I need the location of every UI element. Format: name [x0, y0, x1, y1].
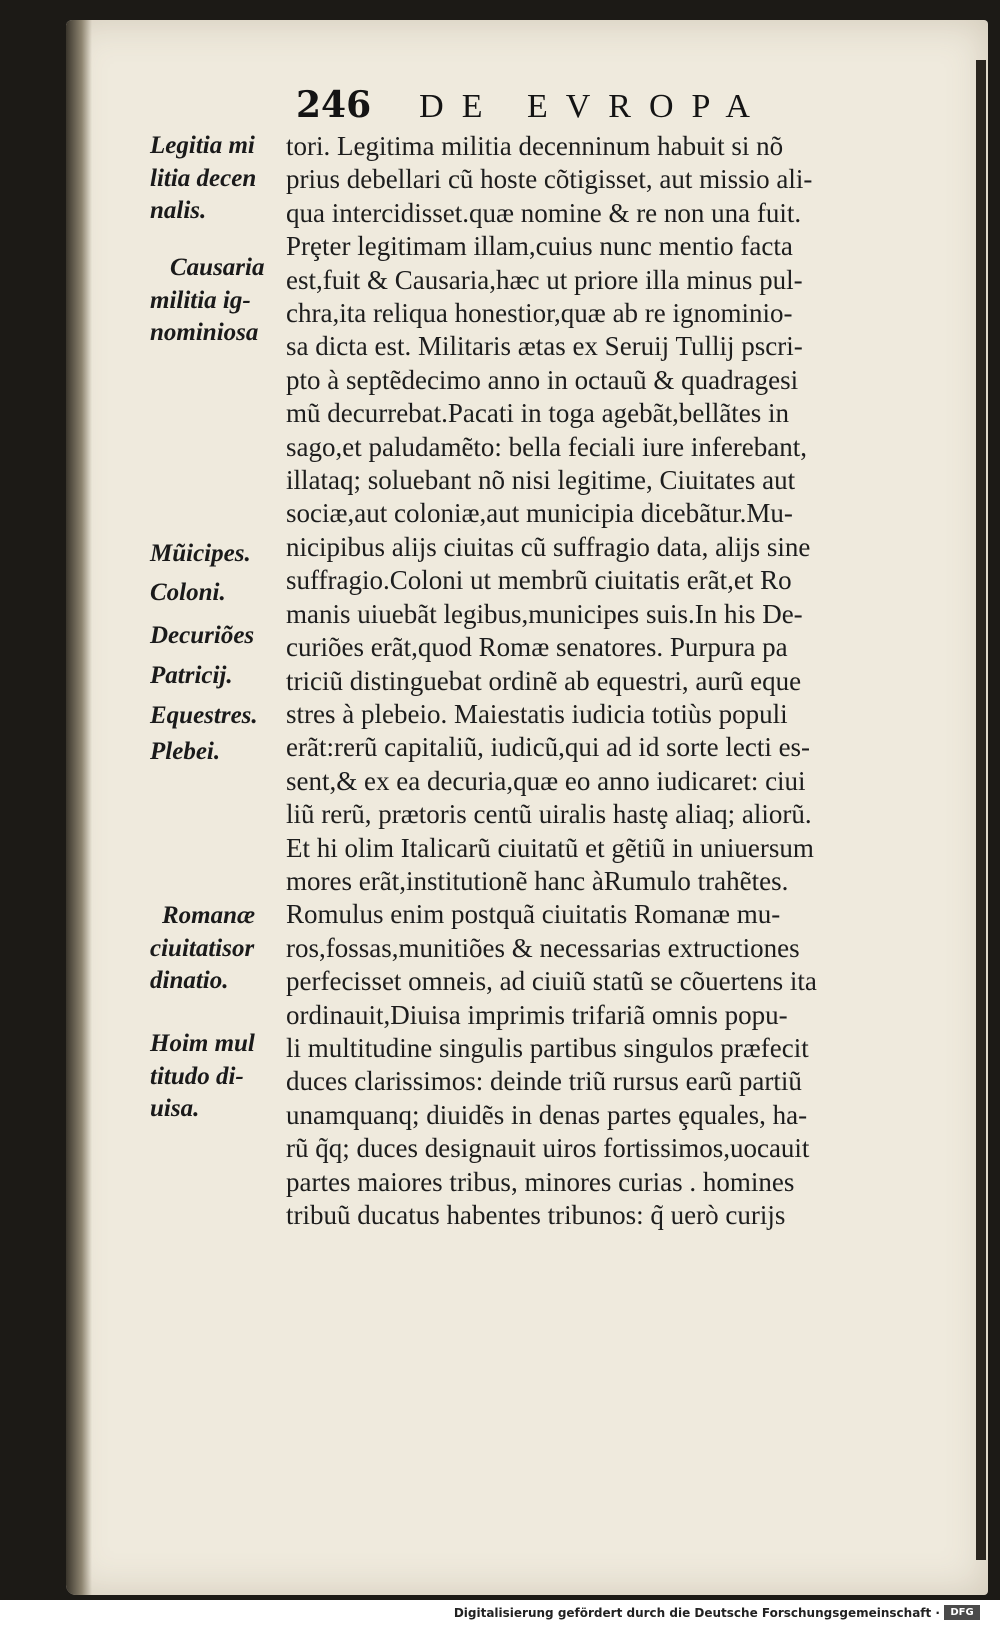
- text-line: sociæ,aut coloniæ,aut municipia dicebãtur.Mu-: [286, 498, 793, 529]
- marginal-note: Decuriões: [150, 622, 255, 649]
- marginal-note: Plebei.: [150, 738, 221, 765]
- body-text: [286, 130, 976, 1232]
- text-line: manis uiuebãt legibus,municipes suis.In his De-: [286, 598, 803, 629]
- text-line: curiões erãt,quod Romæ senatores. Purpura pa: [286, 632, 788, 663]
- text-line: unamquanq; diuidẽs in denas partes ȩquales, ha-: [286, 1099, 808, 1130]
- text-line: tori. Legitima militia decenninum habuit si nõ: [286, 131, 784, 161]
- page-right-edge: [976, 60, 986, 1560]
- marginal-note: Romanæ ciuitatisor dinatio.: [150, 902, 256, 994]
- text-line: suffragio.Coloni ut membrũ ciuitatis erãt,et Ro: [286, 565, 792, 596]
- text-line: chra,ita reliqua honestior,quæ ab re ignominio-: [286, 298, 793, 329]
- text-line: sent,& ex ea decuria,quæ eo anno iudicaret: ciui: [286, 765, 806, 796]
- marginal-notes: [150, 130, 290, 1230]
- text-line: pto à septẽdecimo anno in octauũ & quadragesi: [286, 364, 799, 395]
- text-line: ordinauit,Diuisa imprimis trifariã omnis popu-: [286, 999, 788, 1030]
- text-line: illataq; soluebant nõ nisi legitime, Ciuitates aut: [286, 465, 796, 496]
- funding-credit: Digitalisierung gefördert durch die Deutsche Forschungsgemeinschaft ·: [453, 1606, 940, 1620]
- text-line: Romulus enim postquã ciuitatis Romanæ mu-: [286, 899, 781, 930]
- running-title: DE EVROPA: [419, 88, 768, 125]
- marginal-note: Hoim mul titudo di- uisa.: [150, 1030, 255, 1122]
- page-number: 246: [296, 84, 372, 126]
- text-line: ros,fossas,munitiões & necessarias extructiones: [286, 932, 800, 963]
- text-line: sa dicta est. Militaris ætas ex Seruij Tullij pscri-: [286, 331, 803, 362]
- text-line: mũ decurrebat.Pacati in toga agebãt,bellãtes in: [286, 398, 790, 429]
- text-line: est,fuit & Causaria,hæc ut priore illa minus pul-: [286, 264, 803, 295]
- marginal-note: Mũicipes.: [150, 540, 251, 567]
- text-line: li multitudine singulis partibus singulos præfecit: [286, 1032, 809, 1063]
- text-line: qua intercidisset.quæ nomine & re non una fuit.: [286, 197, 802, 228]
- text-line: rũ q̃q; duces designauit uiros fortissimos,uocauit: [286, 1133, 810, 1164]
- text-line: stres à plebeio. Maiestatis iudicia totiùs populi: [286, 698, 788, 729]
- marginal-note: Legitia mi litia decen nalis.: [150, 132, 257, 224]
- text-line: nicipibus alijs ciuitas cũ suffragio data, alijs sine: [286, 531, 811, 562]
- text-line: erãt:rerũ capitaliũ, iudicũ,qui ad id sorte lecti es-: [286, 732, 811, 763]
- marginal-note: Coloni.: [150, 579, 226, 606]
- text-line: partes maiores tribus, minores curias . homines: [286, 1166, 795, 1197]
- text-line: duces clarissimos: deinde triũ rursus earũ partiũ: [286, 1066, 802, 1097]
- text-line: sago,et paludamẽto: bella feciali iure inferebant,: [286, 431, 808, 462]
- marginal-note: Causaria militia ig- nominiosa: [150, 254, 265, 346]
- dfg-logo: DFG: [944, 1605, 980, 1620]
- text-line: liũ rerũ, prætoris centũ uiralis hastȩ aliaq; aliorũ.: [286, 799, 812, 830]
- text-line: mores erãt,institutionẽ hanc àRumulo trahẽtes.: [286, 865, 789, 896]
- text-line: prius debellari cũ hoste cõtigisset, aut missio ali-: [286, 164, 813, 195]
- page-header: [296, 84, 816, 132]
- text-line: tribuũ ducatus habentes tribunos: q̃ uerò curijs: [286, 1200, 786, 1230]
- text-line: triciũ distinguebat ordinẽ ab equestri, aurũ eque: [286, 665, 802, 696]
- text-line: Et hi olim Italicarũ ciuitatũ et gẽtiũ in uniuersum: [286, 832, 814, 863]
- marginal-note: Patricij.: [150, 662, 233, 689]
- text-line: Prȩter legitimam illam,cuius nunc mentio facta: [286, 231, 793, 262]
- text-line: perfecisset omneis, ad ciuiũ statũ se cõuertens ita: [286, 966, 817, 997]
- page-gutter-shadow: [66, 20, 92, 1595]
- marginal-note: Equestres.: [150, 702, 258, 729]
